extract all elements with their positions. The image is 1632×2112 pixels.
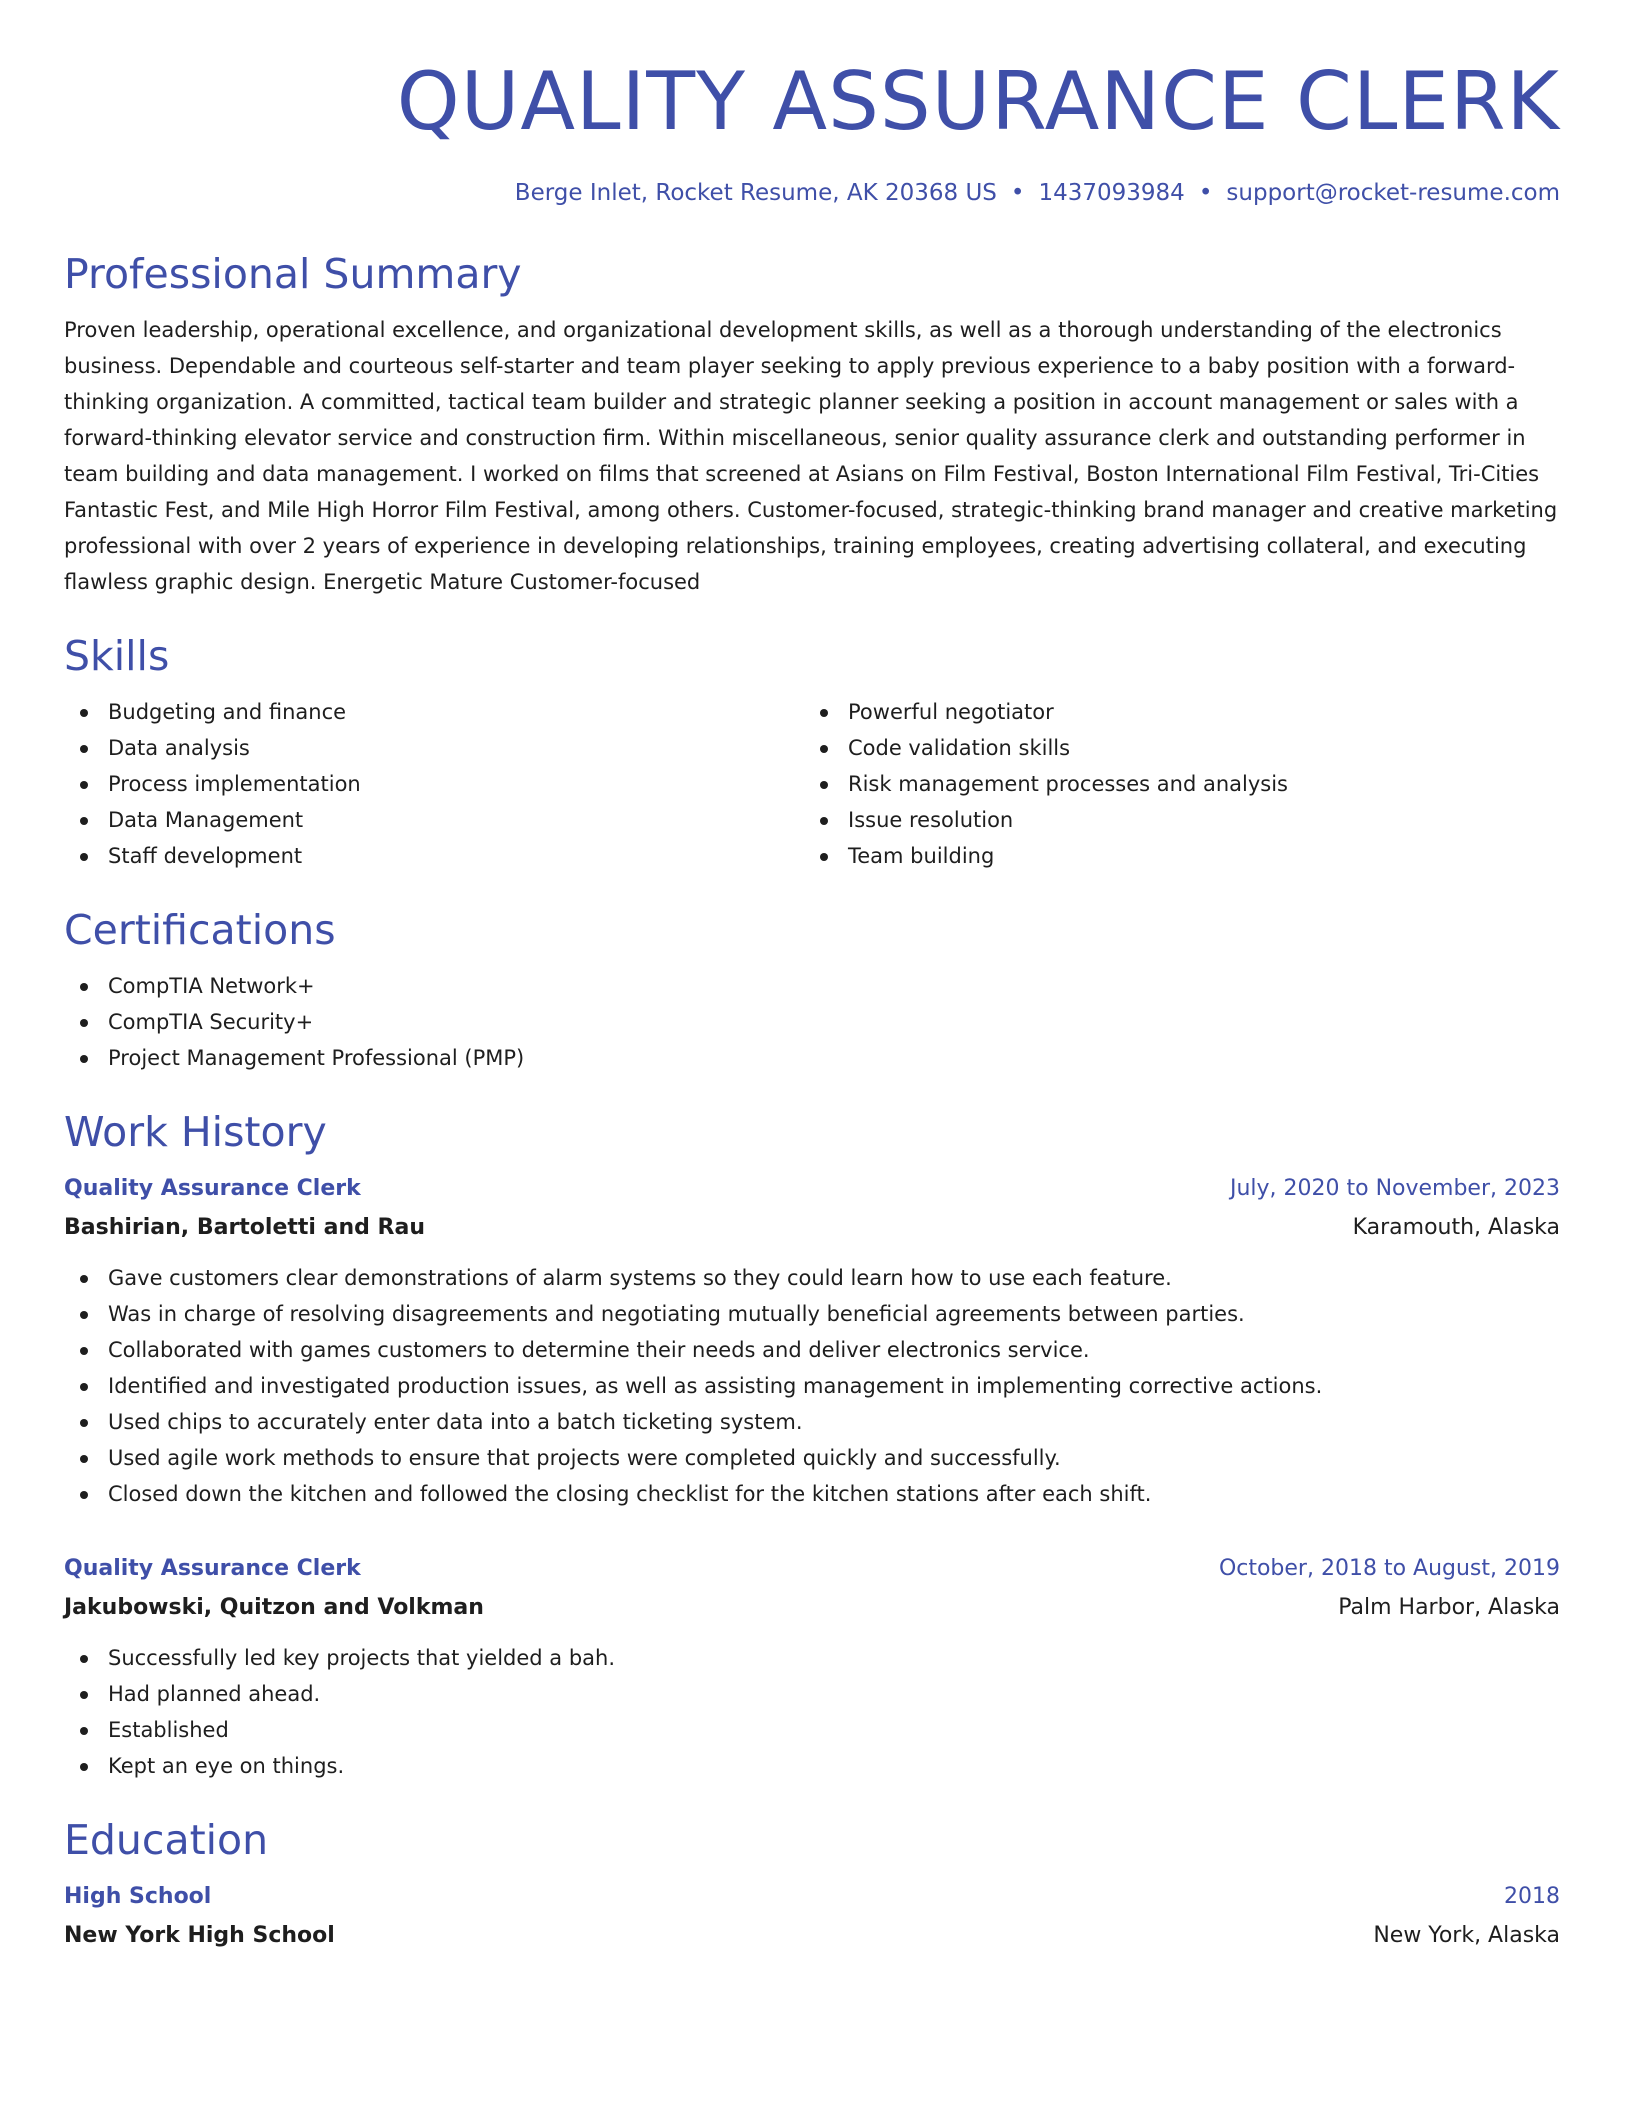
job-company: Jakubowski, Quitzon and Volkman xyxy=(64,1595,484,1620)
contact-address: Berge Inlet, Rocket Resume, AK 20368 US xyxy=(514,180,997,206)
contact-separator: • xyxy=(1010,180,1025,206)
skills-heading: Skills xyxy=(64,632,170,680)
job-dates: October, 2018 to August, 2019 xyxy=(1218,1556,1560,1581)
contact-phone: 1437093984 xyxy=(1038,180,1185,206)
skill-item: Code validation skills xyxy=(804,730,1544,766)
skills-list xyxy=(64,694,1560,874)
skill-item: Team building xyxy=(804,838,1544,874)
education-degree: High School xyxy=(64,1884,212,1909)
contact-email[interactable]: support@rocket-resume.com xyxy=(1226,180,1560,206)
skill-item: Process implementation xyxy=(64,766,804,802)
job-duty-item: Used chips to accurately enter data into a batch ticketing system. xyxy=(64,1404,1560,1440)
contact-separator: • xyxy=(1198,180,1213,206)
job-duty-item: Established xyxy=(64,1712,1560,1748)
education-heading: Education xyxy=(64,1816,269,1864)
job-duty-item: Kept an eye on things. xyxy=(64,1748,1560,1784)
candidate-name: QUALITY ASSURANCE CLERK xyxy=(396,55,1560,148)
skill-item: Data Management xyxy=(64,802,804,838)
resume-header xyxy=(64,0,1560,208)
job-duty-item: Identified and investigated production issues, as well as assisting management in implementing corrective actions. xyxy=(64,1368,1560,1404)
job-duties xyxy=(64,1640,1560,1784)
job-duty-item: Gave customers clear demonstrations of alarm systems so they could learn how to use each feature. xyxy=(64,1260,1560,1296)
certifications-list xyxy=(64,968,1560,1076)
summary-heading: Professional Summary xyxy=(64,250,522,298)
skill-item: Staff development xyxy=(64,838,804,874)
education-school-row xyxy=(64,1916,1560,1956)
job-location: Palm Harbor, Alaska xyxy=(1338,1595,1560,1620)
education-header-row xyxy=(64,1878,1560,1916)
job-title: Quality Assurance Clerk xyxy=(64,1556,361,1581)
job-duty-item: Successfully led key projects that yielded a bah. xyxy=(64,1640,1560,1676)
certification-item: CompTIA Network+ xyxy=(64,968,1560,1004)
skill-item: Data analysis xyxy=(64,730,804,766)
job-duty-item: Had planned ahead. xyxy=(64,1676,1560,1712)
education-location: New York, Alaska xyxy=(1373,1923,1560,1948)
job-company-row xyxy=(64,1588,1560,1628)
skill-item: Issue resolution xyxy=(804,802,1544,838)
skills-column-left xyxy=(64,694,804,874)
job-company: Bashirian, Bartoletti and Rau xyxy=(64,1215,425,1240)
job-duty-item: Was in charge of resolving disagreements and negotiating mutually beneficial agreements between parties. xyxy=(64,1296,1560,1332)
job-company-row xyxy=(64,1208,1560,1248)
contact-line xyxy=(64,178,1560,208)
education-year: 2018 xyxy=(1504,1884,1560,1909)
job-entry xyxy=(64,1170,1560,1512)
job-duty-item: Closed down the kitchen and followed the closing checklist for the kitchen stations after each shift. xyxy=(64,1476,1560,1512)
certifications-heading: Certifications xyxy=(64,906,336,954)
certification-item: CompTIA Security+ xyxy=(64,1004,1560,1040)
job-location: Karamouth, Alaska xyxy=(1352,1215,1560,1240)
skill-item: Budgeting and finance xyxy=(64,694,804,730)
job-header-row xyxy=(64,1170,1560,1208)
education-entry xyxy=(64,1878,1560,1956)
skill-item: Risk management processes and analysis xyxy=(804,766,1544,802)
skills-column-right xyxy=(804,694,1544,874)
education-school: New York High School xyxy=(64,1923,335,1948)
skill-item: Powerful negotiator xyxy=(804,694,1544,730)
job-duty-item: Collaborated with games customers to determine their needs and deliver electronics service. xyxy=(64,1332,1560,1368)
resume-page xyxy=(64,0,1560,1956)
job-duty-item: Used agile work methods to ensure that projects were completed quickly and successfully. xyxy=(64,1440,1560,1476)
summary-text: Proven leadership, operational excellence, and organizational development skills, as well as a thorough understanding of the electronics business. Dependable and courteous self-starter and team player seeking to apply previous experience to a baby position with a forward-thinking organization. A committed, tactical team builder and strategic planner seeking a position in account management or sales with a forward-thinking elevator service and construction firm. Within miscellaneous, senior quality assurance clerk and outstanding performer in team building and data management. I worked on films that screened at Asians on Film Festival, Boston International Film Festival, Tri-Cities Fantastic Fest, and Mile High Horror Film Festival, among others. Customer-focused, strategic-thinking brand manager and creative marketing professional with over 2 years of experience in developing relationships, training employees, creating advertising collateral, and executing flawless graphic design. Energetic Mature Customer-focused xyxy=(64,318,1558,594)
job-dates: July, 2020 to November, 2023 xyxy=(1229,1176,1560,1201)
job-title: Quality Assurance Clerk xyxy=(64,1176,361,1201)
work-history-heading: Work History xyxy=(64,1108,327,1156)
certification-item: Project Management Professional (PMP) xyxy=(64,1040,1560,1076)
job-duties xyxy=(64,1260,1560,1512)
job-header-row xyxy=(64,1550,1560,1588)
job-entry xyxy=(64,1550,1560,1784)
